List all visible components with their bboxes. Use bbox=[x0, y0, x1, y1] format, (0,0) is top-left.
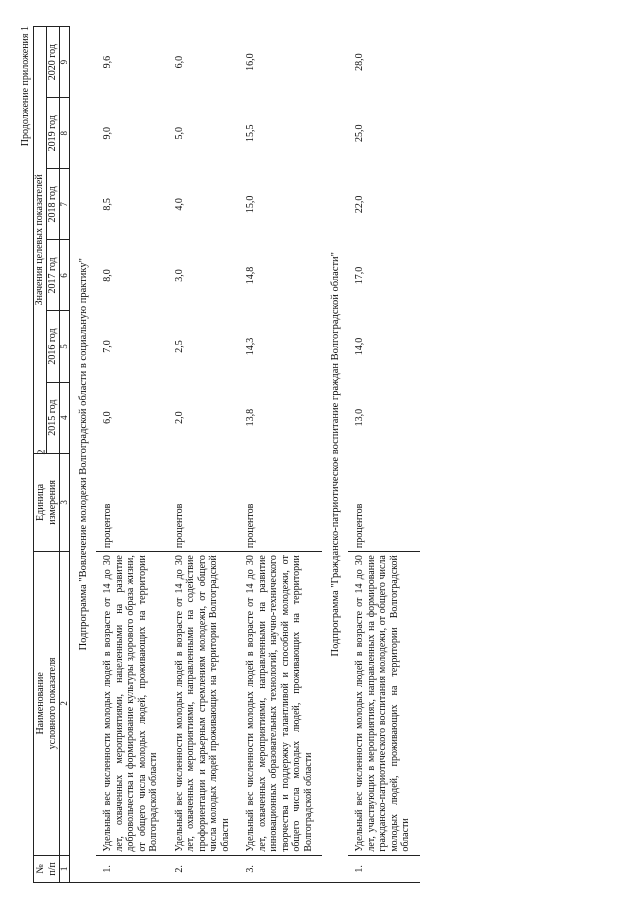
header-year: 2016 год bbox=[47, 311, 60, 382]
target-indicators-table bbox=[33, 26, 420, 883]
row-value: 14,3 bbox=[245, 337, 257, 356]
row-value: 9,0 bbox=[102, 127, 114, 140]
row-name: Удельный вес численности молодых людей в возрасте от 14 до 30 лет, охваченных мероприятиями, нацеленными на развитие добровольчества и формирование культуры здорового образа жизни, от общего числа молодых людей, проживающих на территории Волгоградской области bbox=[96, 552, 168, 856]
header-year: 2015 год bbox=[47, 382, 60, 453]
row-num: 1. bbox=[348, 855, 420, 882]
table-row bbox=[239, 27, 322, 883]
row-value: 7,0 bbox=[102, 340, 114, 353]
row-value: 2,0 bbox=[173, 411, 185, 424]
row-num: 1. bbox=[96, 855, 168, 882]
header-values-group: Значения целевых показателей bbox=[34, 27, 47, 454]
continuation-label: Продолжение приложения 1 bbox=[20, 26, 31, 147]
col-number: 8 bbox=[60, 98, 70, 169]
header-year: 2017 год bbox=[47, 240, 60, 311]
row-value: 14,0 bbox=[354, 337, 366, 356]
row-value: 2,5 bbox=[173, 340, 185, 353]
header-unit: Единица измерения bbox=[34, 453, 60, 551]
row-value: 15,5 bbox=[245, 124, 257, 143]
row-name: Удельный вес численности молодых людей в возрасте от 14 до 30 лет, охваченных мероприятиями, направленными на содействие профориентации и карьерным стремлениям молодежи, от общего числа молодых людей проживающих на территории Волгоградской области bbox=[168, 552, 240, 856]
row-unit: процентов bbox=[168, 453, 240, 551]
table-row bbox=[348, 27, 420, 883]
header-year: 2019 год bbox=[47, 98, 60, 169]
table-row bbox=[168, 27, 240, 883]
row-value: 6,0 bbox=[173, 55, 185, 69]
col-number: 2 bbox=[60, 552, 70, 856]
row-num: 3. bbox=[239, 855, 322, 882]
row-value: 15,0 bbox=[245, 195, 257, 214]
row-value: 13,8 bbox=[245, 408, 257, 427]
header-year: 2018 год bbox=[47, 169, 60, 240]
header-year: 2020 год bbox=[47, 27, 60, 98]
row-unit: процентов bbox=[239, 453, 322, 551]
row-value: 6,0 bbox=[102, 411, 114, 424]
row-value: 16,0 bbox=[245, 53, 257, 71]
row-value: 8,5 bbox=[102, 198, 114, 211]
section-title: Подпрограмма "Вовлечение молодежи Волгоградской области в социальную практику" bbox=[70, 27, 97, 883]
table-header bbox=[34, 27, 70, 883]
row-value: 5,0 bbox=[173, 127, 185, 140]
col-number: 6 bbox=[60, 240, 70, 311]
section-title: Подпрограмма "Гражданско-патриотическое воспитание граждан Волгоградской области" bbox=[322, 27, 348, 883]
table-row bbox=[96, 27, 168, 883]
col-number: 7 bbox=[60, 169, 70, 240]
header-num: № п/п bbox=[34, 855, 60, 882]
col-number: 9 bbox=[60, 27, 70, 98]
row-value: 25,0 bbox=[354, 124, 366, 143]
row-unit: процентов bbox=[96, 453, 168, 551]
row-value: 4,0 bbox=[173, 198, 185, 211]
row-num: 2. bbox=[168, 855, 240, 882]
col-number: 4 bbox=[60, 382, 70, 453]
col-number: 1 bbox=[60, 855, 70, 882]
row-value: 9,6 bbox=[102, 55, 114, 69]
row-name: Удельный вес численности молодых людей в возрасте от 14 до 30 лет, участвующих в мероприятиях, направленных на формирование гражданско-патриотического воспитания молодежи, от общего числа молодых людей, проживающих на территории Волгоградской области bbox=[348, 552, 420, 856]
col-number: 5 bbox=[60, 311, 70, 382]
row-value: 14,8 bbox=[245, 266, 257, 285]
row-name: Удельный вес численности молодых людей в возрасте от 14 до 30 лет, охваченных мероприятиями, направленными на развитие инновационных образовательных технологий, научно-технического творчества и поддержку талантливой и способной молодежи, от общего числа молодых людей, проживающих на территории Волгоградской области bbox=[239, 552, 322, 856]
row-value: 13,0 bbox=[354, 408, 366, 427]
row-value: 22,0 bbox=[354, 195, 366, 214]
table-body bbox=[70, 27, 420, 883]
row-value: 3,0 bbox=[173, 269, 185, 282]
row-value: 8,0 bbox=[102, 269, 114, 282]
header-name: Наименование условного показателя bbox=[34, 552, 60, 856]
col-number: 3 bbox=[60, 453, 70, 551]
page-number: 2 bbox=[36, 449, 48, 455]
row-unit: процентов bbox=[348, 453, 420, 551]
row-value: 17,0 bbox=[354, 266, 366, 285]
row-value: 28,0 bbox=[354, 53, 366, 71]
